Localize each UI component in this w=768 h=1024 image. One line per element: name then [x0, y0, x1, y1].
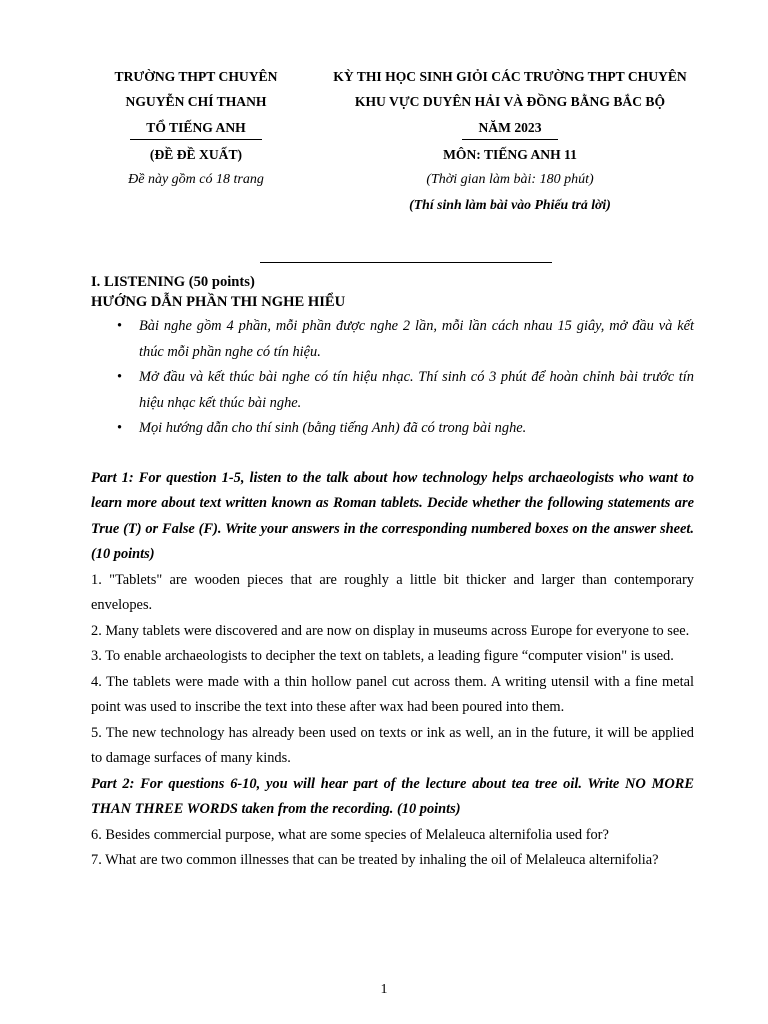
question-item: 4. The tablets were made with a thin hollow panel cut across them. A writing utensil with a fine metal point was used to inscribe the text into these after wax had been poured into them.	[91, 673, 694, 715]
instruction-item: • Mở đầu và kết thúc bài nghe có tín hiệu nhạc. Thí sinh có 3 phút để hoàn chỉnh bài trước tín hiệu nhạc kết thúc bài nghe.	[91, 365, 694, 416]
bullet-icon: •	[117, 318, 123, 334]
bullet-icon: •	[117, 420, 123, 436]
part2-instructions: Part 2: For questions 6-10, you will hear part of the lecture about tea tree oil. Write NO MORE THAN THREE WORDS taken from the recording. (10 points)	[91, 775, 694, 817]
question-item: 1. "Tablets" are wooden pieces that are roughly a little bit thicker and larger than contemporary envelopes.	[91, 571, 694, 613]
exam-instruction: (Thí sinh làm bài vào Phiếu trả lời)	[409, 196, 611, 212]
exam-title-line2: KHU VỰC DUYÊN HẢI VÀ ĐỒNG BẰNG BẮC BỘ	[354, 94, 666, 110]
proposal-label: (ĐỀ ĐỀ XUẤT)	[149, 146, 243, 162]
section-title: I. LISTENING (50 points)	[91, 274, 255, 290]
school-name-line1: TRƯỜNG THPT CHUYÊN	[114, 69, 278, 84]
header-right	[305, 64, 715, 217]
exam-subject: MÔN: TIẾNG ANH 11	[443, 146, 577, 162]
instruction-item: • Bài nghe gồm 4 phần, mỗi phần được nghe 2 lần, mỗi lần cách nhau 15 giây, mở đầu và kết thúc mỗi phần nghe có tín hiệu.	[91, 314, 694, 365]
exam-body	[91, 271, 694, 874]
page-number: 1	[380, 982, 388, 997]
question-item: 3. To enable archaeologists to decipher the text on tablets, a leading figure “computer vision" is used.	[91, 648, 674, 664]
instruction-list	[91, 314, 694, 442]
exam-time: (Thời gian làm bài: 180 phút)	[426, 171, 594, 187]
school-name-line2: NGUYỄN CHÍ THANH	[125, 94, 267, 110]
exam-year: NĂM 2023	[462, 118, 557, 140]
exam-title-line1: KỲ THI HỌC SINH GIỎI CÁC TRƯỜNG THPT CHUYÊN	[333, 69, 687, 84]
question-item: 5. The new technology has already been used on texts or ink as well, an in the future, it will be applied to damage surfaces of many kinds.	[91, 724, 694, 766]
pages-note: Đề này gồm có 18 trang	[128, 171, 264, 187]
section-subtitle: HƯỚNG DẪN PHẦN THI NGHE HIỂU	[91, 294, 346, 310]
bullet-icon: •	[117, 369, 123, 385]
question-item: 6. Besides commercial purpose, what are some species of Melaleuca alternifolia used for?	[91, 826, 609, 843]
question-item: 7. What are two common illnesses that can be treated by inhaling the oil of Melaleuca alternifolia?	[91, 852, 659, 868]
header-divider	[260, 262, 552, 263]
question-item: 2. Many tablets were discovered and are now on display in museums across Europe for everyone to see.	[91, 622, 690, 639]
department-name: TỔ TIẾNG ANH	[130, 118, 261, 140]
part1-instructions: Part 1: For question 1-5, listen to the talk about how technology helps archaeologists who want to learn more about text written known as Roman tablets. Decide whether the following statements are True (T) or False (F). Write your answers in the corresponding numbered boxes on the answer sheet. (10 points)	[91, 469, 694, 562]
header-left	[96, 64, 296, 192]
instruction-item: • Mọi hướng dẫn cho thí sinh (bằng tiếng Anh) đã có trong bài nghe.	[91, 416, 694, 442]
